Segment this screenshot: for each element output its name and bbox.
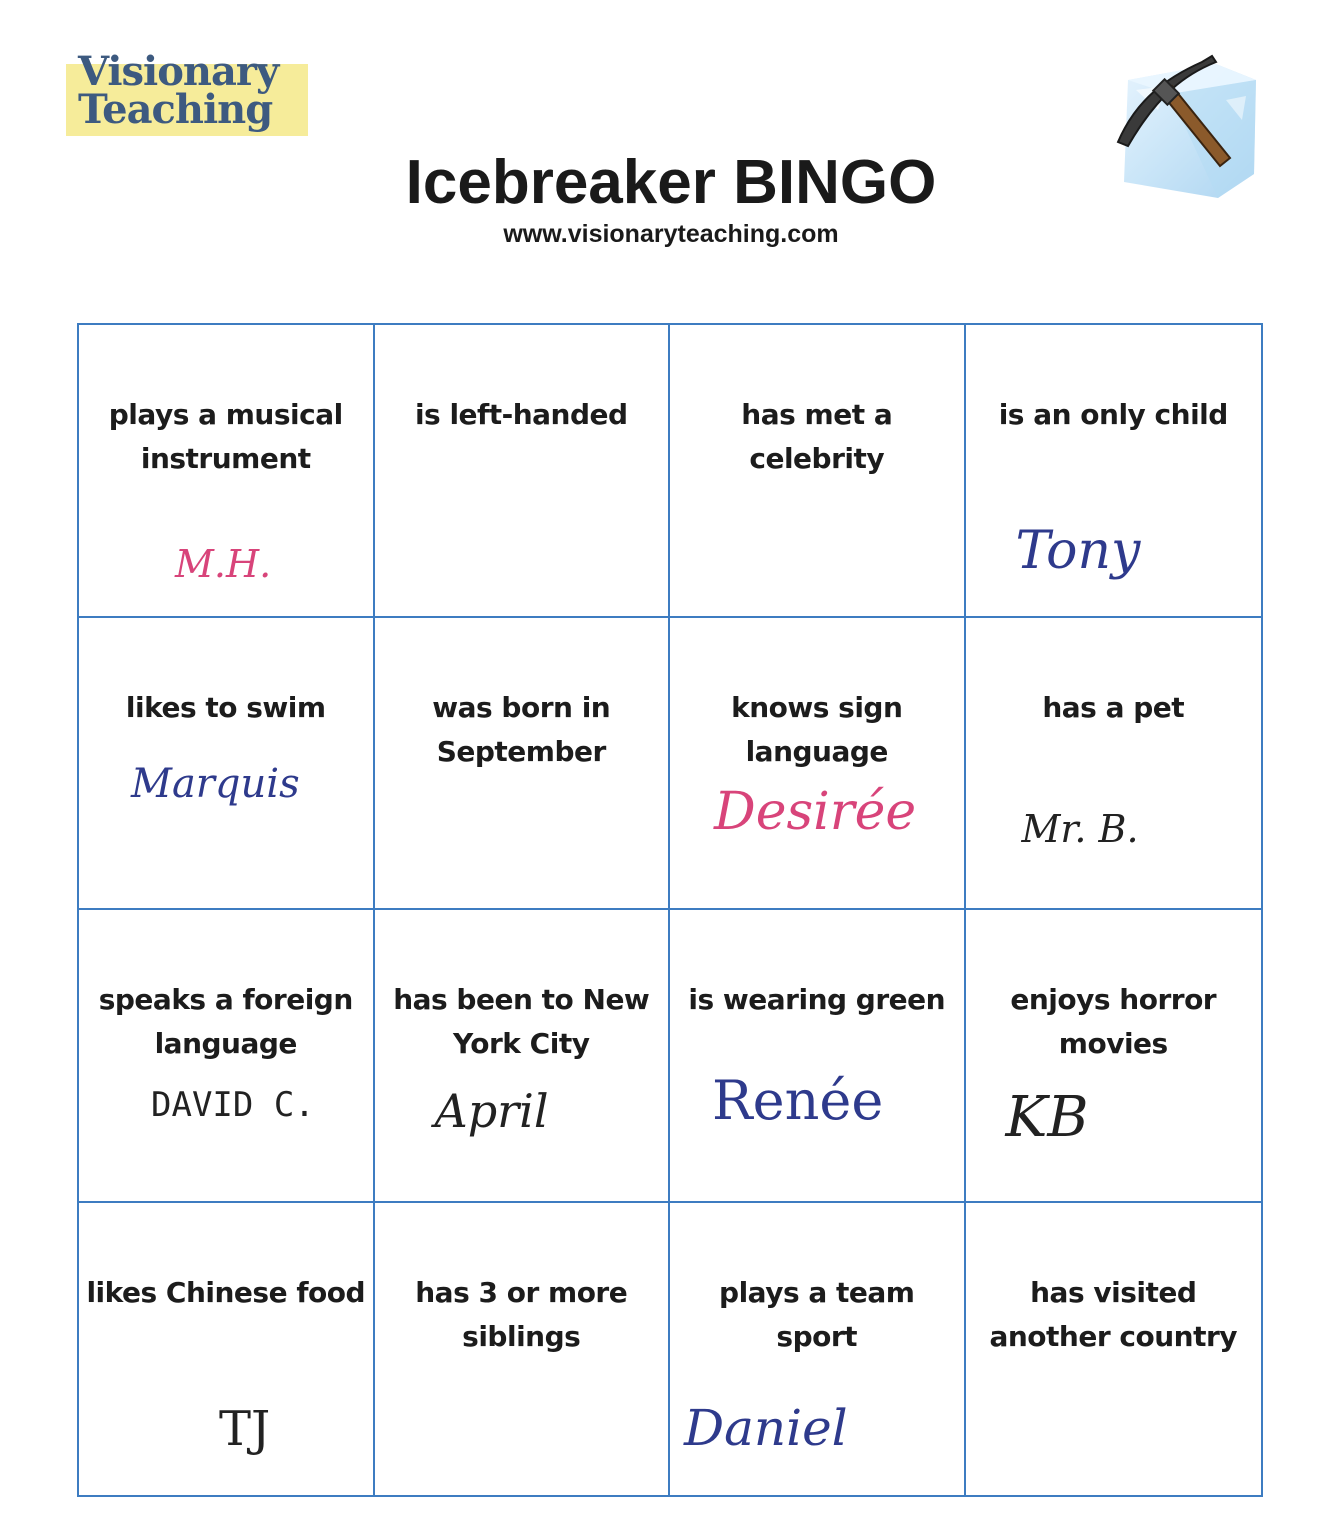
- page-title: Icebreaker BINGO: [405, 148, 937, 217]
- bingo-cell[interactable]: [670, 618, 966, 911]
- bingo-cell[interactable]: [670, 910, 966, 1203]
- bingo-cell[interactable]: [670, 325, 966, 618]
- signature: M.H.: [175, 542, 272, 586]
- bingo-grid: [77, 323, 1263, 1497]
- bingo-cell[interactable]: [966, 910, 1262, 1203]
- website-url: www.visionaryteaching.com: [503, 220, 839, 248]
- bingo-cell[interactable]: [375, 1203, 671, 1496]
- bingo-cell[interactable]: [966, 1203, 1262, 1496]
- cell-prompt: has met a celebrity: [741, 398, 893, 475]
- bingo-cell[interactable]: [375, 325, 671, 618]
- cell-prompt: has 3 or more siblings: [415, 1275, 628, 1353]
- bingo-cell[interactable]: [79, 618, 375, 911]
- cell-prompt: knows sign language: [731, 690, 903, 768]
- signature: Tony: [1015, 521, 1141, 581]
- cell-prompt: plays a musical instrument: [108, 398, 343, 475]
- cell-prompt: is wearing green: [688, 983, 946, 1016]
- cell-prompt: likes Chinese food: [86, 1275, 366, 1309]
- cell-prompt: is an only child: [998, 398, 1228, 431]
- signature: Renée: [712, 1069, 884, 1132]
- bingo-cell[interactable]: [966, 325, 1262, 618]
- cell-prompt: has been to New York City: [393, 983, 650, 1060]
- bingo-cell[interactable]: [79, 325, 375, 618]
- signature: Desirée: [714, 781, 917, 842]
- bingo-cell[interactable]: [670, 1203, 966, 1496]
- cell-prompt: was born in September: [432, 690, 611, 768]
- brand-logo: [66, 48, 308, 136]
- signature: Mr. B.: [1021, 806, 1139, 851]
- cell-prompt: plays a team sport: [719, 1275, 915, 1353]
- signature: TJ: [219, 1400, 271, 1457]
- bingo-cell[interactable]: [966, 618, 1262, 911]
- signature: Daniel: [684, 1398, 848, 1457]
- bingo-cell[interactable]: [375, 618, 671, 911]
- bingo-cell[interactable]: [79, 910, 375, 1203]
- cell-prompt: is left-handed: [414, 398, 628, 431]
- signature: April: [434, 1084, 549, 1138]
- bingo-cell[interactable]: [375, 910, 671, 1203]
- signature: Marquis: [131, 760, 300, 807]
- logo-text-line-1: Visionary: [78, 48, 279, 95]
- signature: DAVID C.: [151, 1085, 315, 1125]
- cell-prompt: has a pet: [1042, 690, 1185, 724]
- logo-text-line-2: Teaching: [78, 86, 273, 133]
- cell-prompt: has visited another country: [989, 1275, 1238, 1353]
- signature: KB: [1005, 1085, 1089, 1150]
- cell-prompt: enjoys horror movies: [1010, 983, 1217, 1060]
- bingo-cell[interactable]: [79, 1203, 375, 1496]
- cell-prompt: speaks a foreign language: [98, 983, 353, 1060]
- cell-prompt: likes to swim: [125, 690, 326, 724]
